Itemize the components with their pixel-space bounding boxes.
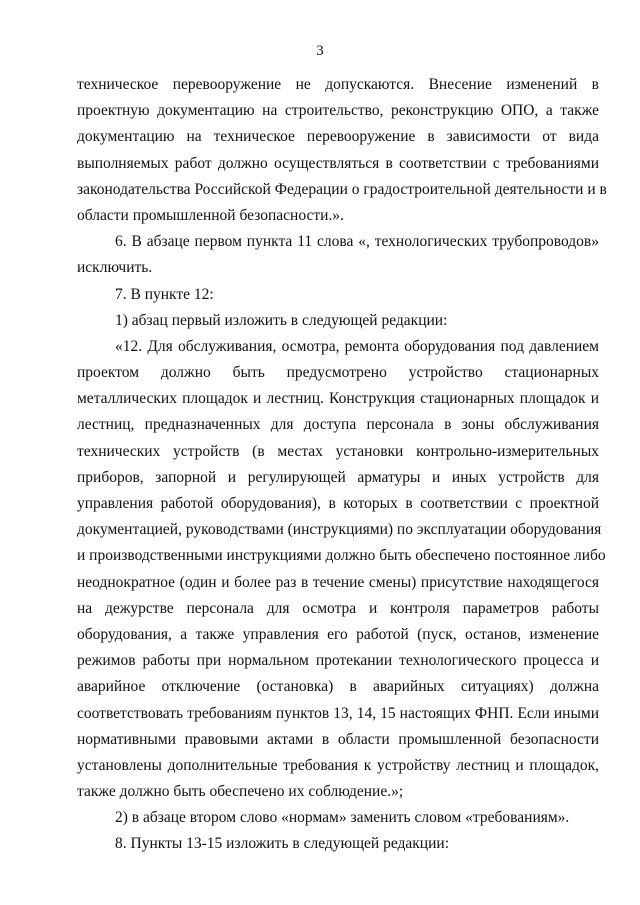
text-line: на дежурстве персонала для осмотра и контроля параметров работы [77, 599, 599, 617]
text-line: приборов, запорной и регулирующей арматуры и иных устройств для [77, 468, 599, 486]
text-line: лестниц, предназначенных для доступа персонала в зоны обслуживания [77, 416, 599, 434]
text-line: нормативными правовыми актами в области промышленной безопасности [77, 730, 599, 748]
text-line: также должно быть обеспечено их соблюдение.»; [77, 783, 404, 801]
text-line: соответствовать требованиям пунктов 13, 14, 15 настоящих ФНП. Если иными [77, 704, 599, 722]
text-line: законодательства Российской Федерации о градостроительной деятельности и в [77, 180, 607, 198]
text-line: технических устройств (в местах установки контрольно-измерительных [77, 442, 599, 460]
page-number: 3 [316, 43, 324, 59]
text-line: 1) абзац первый изложить в следующей редакции: [115, 311, 448, 329]
text-line: управления работой оборудования), в которых в соответствии с проектной [77, 495, 599, 512]
text-line: документацией, руководствами (инструкциями) по эксплуатации оборудования [77, 521, 602, 539]
text-line: режимов работы при нормальном протекании технологического процесса и [77, 652, 599, 670]
text-line: неоднократное (один и более раз в течение смены) присутствие находящегося [77, 573, 599, 591]
text-line: проектом должно быть предусмотрено устройство стационарных [77, 364, 599, 382]
text-line: области промышленной безопасности.». [77, 206, 344, 224]
document-body [77, 72, 607, 858]
text-line: проектную документацию на строительство, реконструкцию ОПО, а также [77, 102, 599, 120]
text-line: 2) в абзаце втором слово «нормам» заменить словом «требованиям». [115, 809, 570, 827]
text-line: оборудования, а также управления его работой (пуск, останов, изменение [77, 625, 599, 643]
text-line: документацию на техническое перевооружение в зависимости от вида [77, 128, 599, 146]
text-line: 7. В пункте 12: [115, 285, 214, 303]
text-line: установлены дополнительные требования к устройству лестниц и площадок, [77, 756, 599, 774]
text-line: 8. Пункты 13-15 изложить в следующей редакции: [115, 835, 449, 853]
text-line: и производственными инструкциями должно быть обеспечено постоянное либо [77, 547, 606, 565]
text-line: металлических площадок и лестниц. Конструкция стационарных площадок и [77, 390, 599, 408]
text-line: аварийное отключение (остановка) в аварийных ситуациях) должна [77, 678, 599, 696]
text-line: 6. В абзаце первом пункта 11 слова «, технологических трубопроводов» [115, 233, 599, 251]
text-line: техническое перевооружение не допускаются. Внесение изменений в [77, 76, 599, 93]
text-line: «12. Для обслуживания, осмотра, ремонта оборудования под давлением [115, 337, 599, 355]
text-line: исключить. [77, 259, 153, 277]
text-line: выполняемых работ должно осуществляться в соответствии с требованиями [77, 154, 599, 172]
